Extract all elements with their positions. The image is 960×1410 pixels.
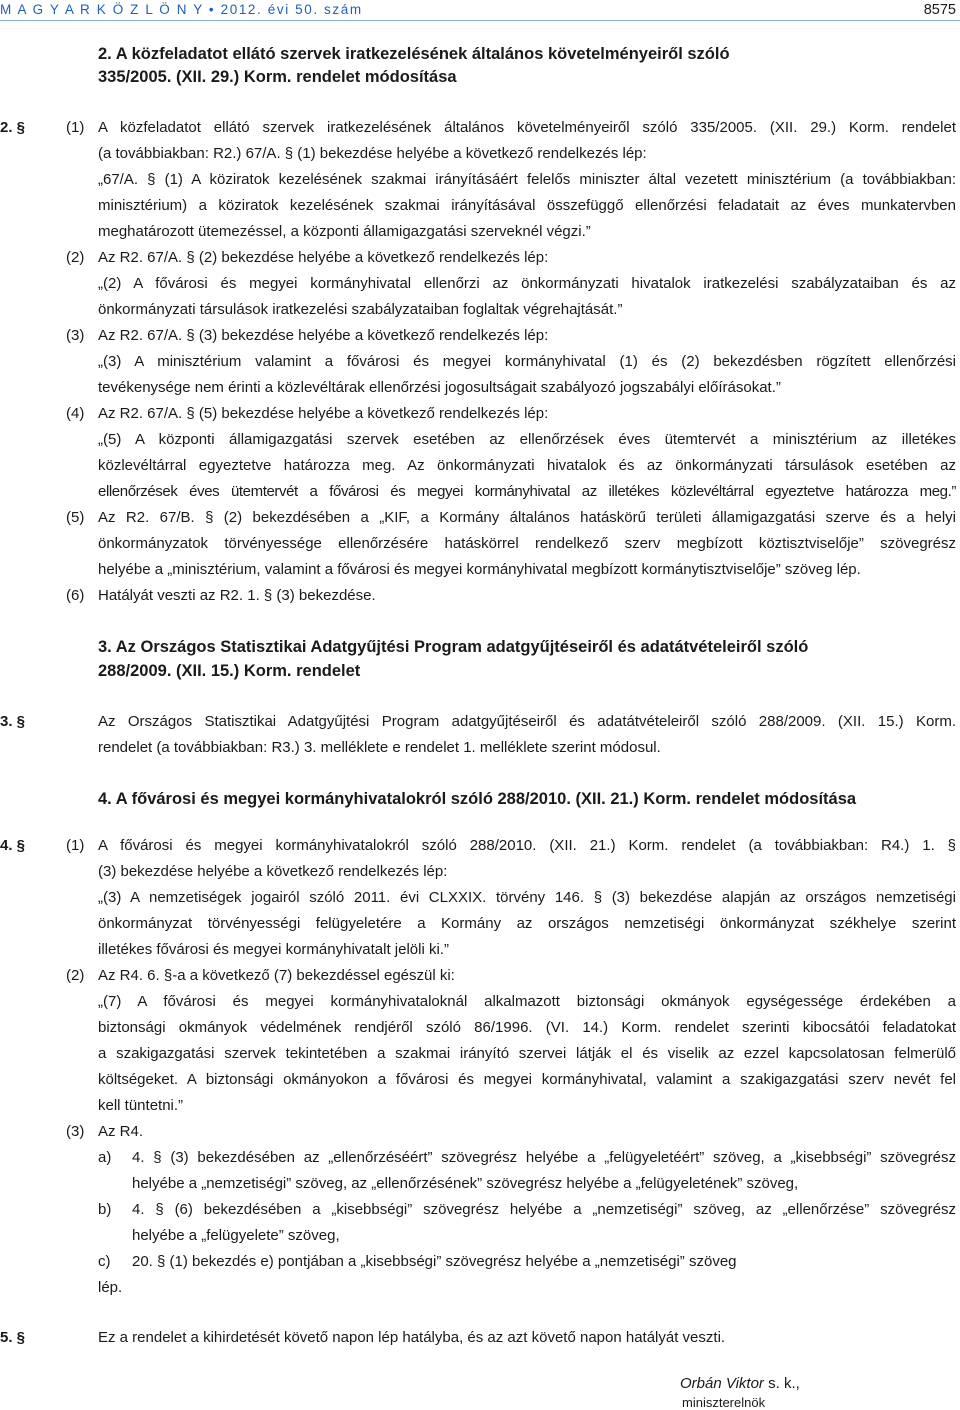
s2-q4-line1: „(5) A központi államigazgatási szervek esetében az ellenőrzések éves ütemtervét a minisztérium az illetékes — [98, 431, 956, 448]
s2-p2-num: (2) — [66, 249, 85, 266]
s2-q2-line2: önkormányzati társulások iratkezelési szabályzataiban foglaltak végrehajtását.” — [98, 301, 623, 318]
s2-p2-line1: Az R2. 67/A. § (2) bekezdése helyébe a következő rendelkezés lép: — [98, 249, 549, 266]
s3-line2: rendelet (a továbbiakban: R3.) 3. melléklete e rendelet 1. melléklete szerint módosul. — [98, 739, 661, 756]
s4-q2-line2: biztonsági okmányok védelmének rendjéről szóló 86/1996. (VI. 14.) Korm. rendelet szerinti kibocsátói feladatokat — [98, 1019, 956, 1036]
section-2-heading-line1: 2. A közfeladatot ellátó szervek iratkezelésének általános követelményeiről szóló — [98, 45, 730, 63]
s2-p1-line2: (a továbbiakban: R2.) 67/A. § (1) bekezdése helyébe a következő rendelkezés lép: — [98, 145, 647, 162]
s2-p5-line3: helyébe a „minisztérium, valamint a fővárosi és megyei kormányhivatal megbízott kormánytisztviselője” szöveg lép. — [98, 561, 861, 578]
section-4-number: 4. § — [0, 837, 26, 854]
section-5-number: 5. § — [0, 1329, 26, 1346]
s2-p5-num: (5) — [66, 509, 85, 526]
s2-p5-line2: önkormányzatok törvényessége ellenőrzésére hatáskörrel rendelkező szerv megbízott köztisztviselője” szövegrész — [98, 535, 956, 552]
s4-item-b-label: b) — [98, 1201, 112, 1218]
s4-p1-line2: (3) bekezdése helyébe a következő rendelkezés lép: — [98, 863, 448, 880]
s2-p4-line1: Az R2. 67/A. § (5) bekezdése helyébe a következő rendelkezés lép: — [98, 405, 549, 422]
s2-q1-line3: meghatározott ütemezéssel, a központi államigazgatási szerveknél végzi.” — [98, 223, 591, 240]
s3-line1: Az Országos Statisztikai Adatgyűjtési Program adatgyűjtéseiről és adatátvételeiről szóló 288/2009. (XII. 15.) Korm. — [98, 713, 956, 730]
section-3-number: 3. § — [0, 713, 26, 730]
s4-item-c-line1: 20. § (1) bekezdés e) pontjában a „kisebbségi” szövegrész helyébe a „nemzetiségi” szöveg — [132, 1253, 737, 1270]
signature — [680, 1374, 800, 1394]
section-3-heading-line2: 288/2009. (XII. 15.) Korm. rendelet — [98, 662, 361, 680]
s4-item-a-line1: 4. § (3) bekezdésében az „ellenőrzéséért” szövegrész helyébe a „felügyeletéért” szöveg, a „kisebbségi” szövegrész — [132, 1149, 956, 1166]
s4-item-a-line2: helyébe a „nemzetiségi” szöveg, az „ellenőrzésének” szövegrész helyébe a „felügyeletének” szöveg, — [132, 1175, 799, 1192]
s4-q1-line3: illetékes fővárosi és megyei kormányhivatalt jelöli ki.” — [98, 941, 449, 958]
s4-q2-line4: költségeket. A biztonsági okmányokon a fővárosi és megyei kormányhivatal, valamint a szakigazgatási szerv nevét fel — [98, 1071, 956, 1088]
s4-item-c-label: c) — [98, 1253, 111, 1270]
s2-p6-line1: Hatályát veszti az R2. 1. § (3) bekezdése. — [98, 587, 376, 604]
s4-q1-line1: „(3) A nemzetiségek jogairól szóló 2011. évi CLXXIX. törvény 146. § (3) bekezdése alapján az országos nemzetiségi — [98, 889, 956, 906]
s4-item-b-line1: 4. § (6) bekezdésében a „kisebbségi” szövegrész helyébe a „nemzetiségi” szöveg, az „ellenőrzése” szövegrész — [132, 1201, 956, 1218]
s2-p6-num: (6) — [66, 587, 85, 604]
journal-title: M A G Y A R K Ö Z L Ö N Y • 2012. évi 50. szám — [0, 2, 363, 17]
s2-q1-line1: „67/A. § (1) A köziratok kezelésének szakmai irányításáért felelős miniszter által vezetett minisztérium (a továbbiakban: — [98, 171, 956, 188]
s2-p3-num: (3) — [66, 327, 85, 344]
signer-title: miniszterelnök — [682, 1395, 766, 1410]
s4-q1-line2: önkormányzat törvényességi felügyeletére a Kormány az országos nemzetiségi önkormányzat székhelye szerint — [98, 915, 956, 932]
s4-p3-num: (3) — [66, 1123, 85, 1140]
s2-q1-line2: minisztérium) a köziratok kezelésének szakmai irányításával összefüggő ellenőrzési feladatait az éves munkatervben — [98, 197, 956, 214]
s4-p1-num: (1) — [66, 837, 85, 854]
s4-q2-line5: kell tüntetni.” — [98, 1097, 184, 1114]
s4-q2-line3: a szakigazgatási szervek tekintetében a szakmai irányító szervei látják el és viselik az ezzel kapcsolatosan felmerülő — [98, 1045, 956, 1062]
signer-suffix: s. k., — [763, 1375, 800, 1392]
s4-p1-line1: A fővárosi és megyei kormányhivatalokról szóló 288/2010. (XII. 21.) Korm. rendelet (a továbbiakban: R4.) 1. § — [98, 837, 956, 854]
s2-q3-line1: „(3) A minisztérium valamint a fővárosi és megyei kormányhivatal (1) és (2) bekezdésben rögzített ellenőrzési — [98, 353, 956, 370]
s2-p1-num: (1) — [66, 119, 85, 136]
s2-p4-num: (4) — [66, 405, 85, 422]
s4-item-b-line2: helyébe a „felügyelete” szöveg, — [132, 1227, 340, 1244]
s4-p3-line1: Az R4. — [98, 1123, 144, 1140]
s2-q3-line2: tevékenysége nem érinti a közlevéltárak ellenőrzési jogosultságait szabályozó jogszabályi előírásokat.” — [98, 379, 781, 396]
s2-p3-line1: Az R2. 67/A. § (3) bekezdése helyébe a következő rendelkezés lép: — [98, 327, 549, 344]
s2-p5-line1: Az R2. 67/B. § (2) bekezdésében a „KIF, a Kormány általános hatáskörű területi államigazgatási szerve és a helyi — [98, 509, 956, 526]
page-header — [0, 0, 960, 20]
section-3-heading-line1: 3. Az Országos Statisztikai Adatgyűjtési Program adatgyűjtéseiről és adatátvételeiről szóló — [98, 638, 809, 656]
s4-p3-tail: lép. — [98, 1279, 123, 1296]
page-number: 8575 — [923, 2, 956, 18]
s4-p2-line1: Az R4. 6. §-a a következő (7) bekezdéssel egészül ki: — [98, 967, 455, 984]
s2-q2-line1: „(2) A fővárosi és megyei kormányhivatal ellenőrzi az önkormányzati hivatalok iratkezelési szabályzataiban és az — [98, 275, 956, 292]
s4-q2-line1: „(7) A fővárosi és megyei kormányhivataloknál alkalmazott biztonsági okmányok egységessége érdekében a — [98, 993, 956, 1010]
section-2-number: 2. § — [0, 119, 26, 136]
header-rule — [0, 20, 960, 21]
s4-p2-num: (2) — [66, 967, 85, 984]
s2-p1-line1: A közfeladatot ellátó szervek iratkezelésének általános követelményeiről szóló 335/2005. (XII. 29.) Korm. rendelet — [98, 119, 956, 136]
section-2-heading-line2: 335/2005. (XII. 29.) Korm. rendelet módosítása — [98, 68, 457, 86]
s2-q4-line3: ellenőrzések éves ütemtervét a fővárosi és megyei kormányhivatal az illetékes közlevéltárral egyeztetve határozza meg.” — [98, 483, 956, 500]
s5-line1: Ez a rendelet a kihirdetését követő napon lép hatályba, és az azt követő napon hatályát veszti. — [98, 1329, 726, 1346]
section-4-heading: 4. A fővárosi és megyei kormányhivatalokról szóló 288/2010. (XII. 21.) Korm. rendelet módosítása — [98, 790, 857, 808]
s4-item-a-label: a) — [98, 1149, 112, 1166]
signer-name: Orbán Viktor — [680, 1375, 764, 1392]
s2-q4-line2: közlevéltárral egyeztetve határozza meg. Az önkormányzati hivatalok és az önkormányzati társulások esetében az — [98, 457, 956, 474]
